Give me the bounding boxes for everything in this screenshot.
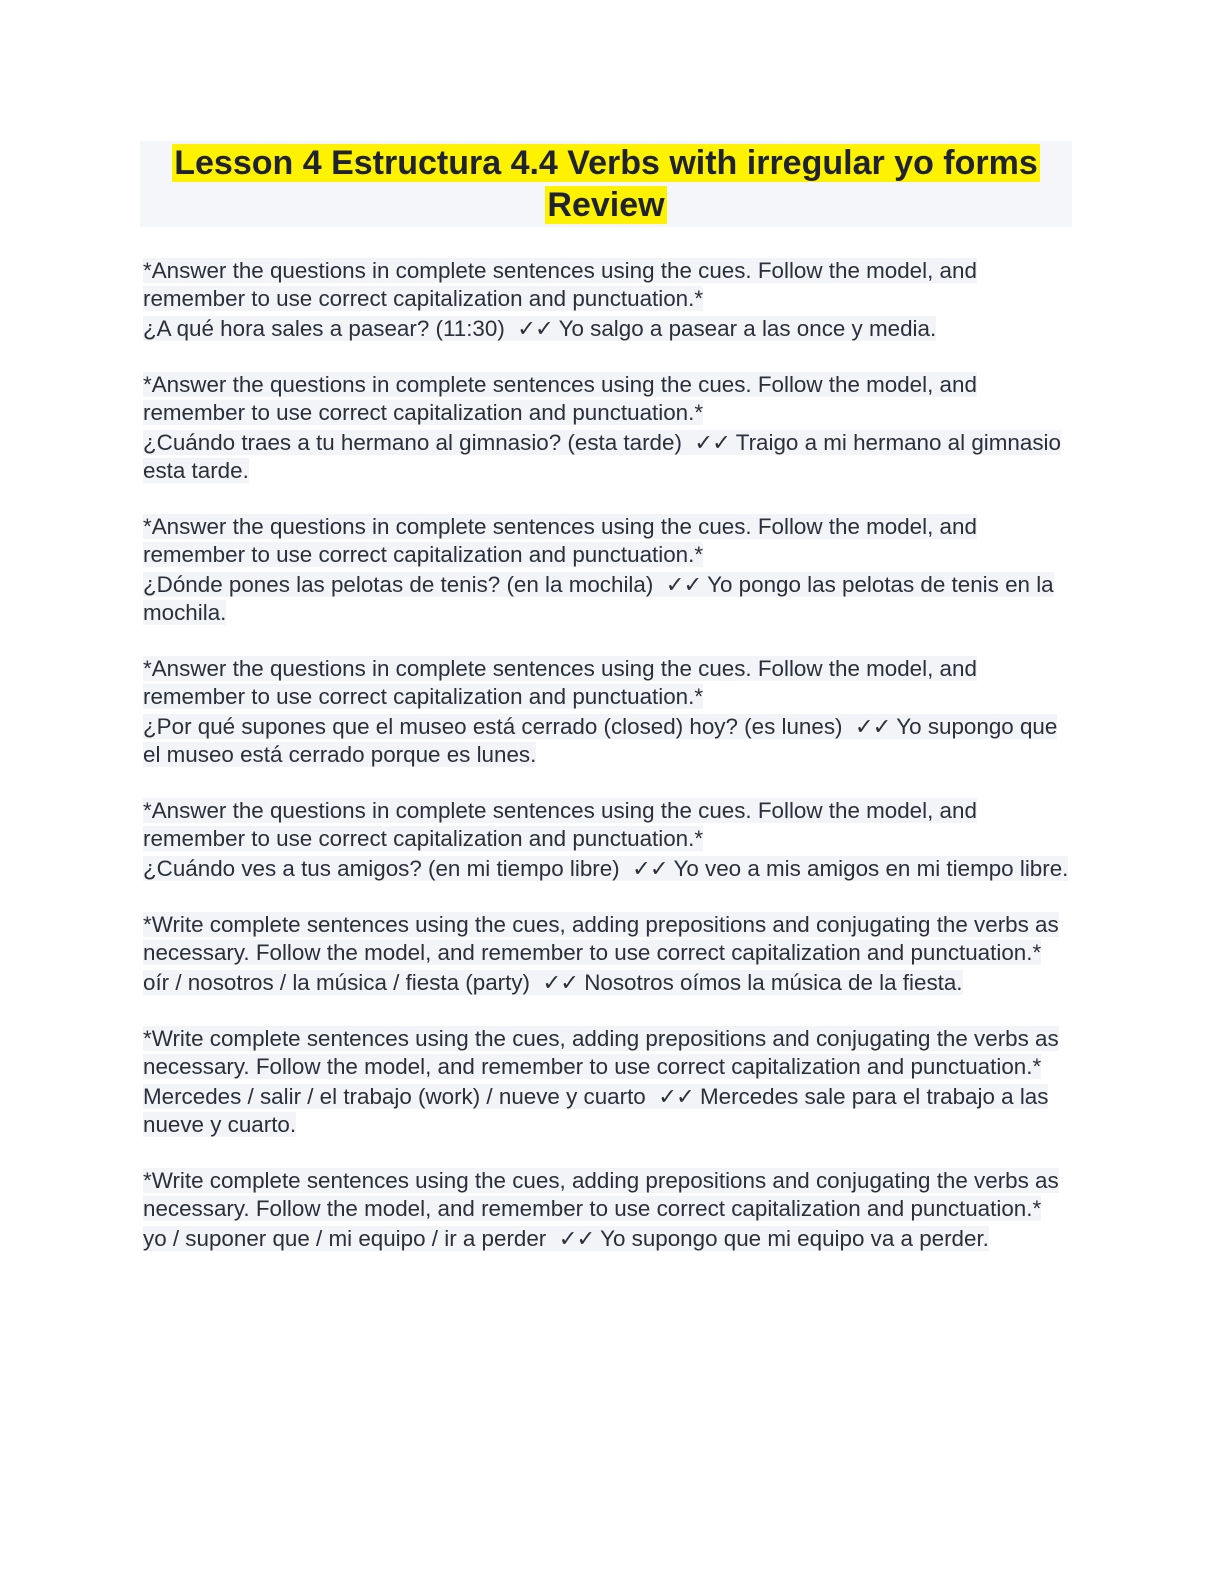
title-line-2: Review bbox=[547, 186, 665, 224]
double-check-icon: ✓✓ bbox=[517, 316, 553, 341]
document-page bbox=[140, 141, 1072, 1281]
answer-text: Yo veo a mis amigos en mi tiempo libre. bbox=[673, 856, 1069, 881]
prompt-text: ¿Por qué supones que el museo está cerrado (closed) hoy? (es lunes) bbox=[143, 714, 843, 739]
question-item bbox=[140, 371, 1072, 485]
prompt-answer-line bbox=[140, 855, 1072, 883]
page-title bbox=[140, 142, 1072, 226]
question-item bbox=[140, 911, 1072, 997]
double-check-icon: ✓✓ bbox=[632, 856, 668, 881]
title-block bbox=[140, 141, 1072, 227]
prompt-text: ¿A qué hora sales a pasear? (11:30) bbox=[143, 316, 505, 341]
prompt-answer-line bbox=[140, 1225, 1072, 1253]
prompt-text: ¿Dónde pones las pelotas de tenis? (en la mochila) bbox=[143, 572, 654, 597]
instruction-text: *Answer the questions in complete sentences using the cues. Follow the model, and remember to use correct capitalization and punctuation.* bbox=[143, 258, 977, 311]
instruction-text: *Write complete sentences using the cues, adding prepositions and conjugating the verbs as necessary. Follow the model, and remember to use correct capitalization and punctuation.* bbox=[143, 1168, 1059, 1221]
prompt-text: yo / suponer que / mi equipo / ir a perder bbox=[143, 1226, 547, 1251]
prompt-answer-line bbox=[140, 315, 1072, 343]
answer-text: Nosotros oímos la música de la fiesta. bbox=[584, 970, 963, 995]
prompt-text: Mercedes / salir / el trabajo (work) / nueve y cuarto bbox=[143, 1084, 646, 1109]
question-item bbox=[140, 1167, 1072, 1253]
question-item bbox=[140, 513, 1072, 627]
prompt-answer-line bbox=[140, 969, 1072, 997]
instruction-text: *Answer the questions in complete sentences using the cues. Follow the model, and remember to use correct capitalization and punctuation.* bbox=[143, 656, 977, 709]
double-check-icon: ✓✓ bbox=[665, 572, 702, 597]
instruction-text: *Answer the questions in complete sentences using the cues. Follow the model, and remember to use correct capitalization and punctuation.* bbox=[143, 372, 977, 425]
question-item bbox=[140, 797, 1072, 883]
answer-text: Mercedes sale para el trabajo a las nueve y cuarto. bbox=[143, 1084, 1049, 1137]
instruction-text: *Answer the questions in complete sentences using the cues. Follow the model, and remember to use correct capitalization and punctuation.* bbox=[143, 514, 977, 567]
question-item bbox=[140, 655, 1072, 769]
answer-text: Traigo a mi hermano al gimnasio esta tarde. bbox=[143, 430, 1061, 483]
prompt-text: oír / nosotros / la música / fiesta (party) bbox=[143, 970, 530, 995]
question-item bbox=[140, 1025, 1072, 1139]
answer-text: Yo supongo que el museo está cerrado porque es lunes. bbox=[143, 714, 1058, 767]
double-check-icon: ✓✓ bbox=[542, 970, 578, 995]
answer-text: Yo pongo las pelotas de tenis en la mochila. bbox=[143, 572, 1054, 625]
answer-text: Yo salgo a pasear a las once y media. bbox=[558, 316, 937, 341]
prompt-answer-line bbox=[140, 429, 1072, 485]
prompt-text: ¿Cuándo traes a tu hermano al gimnasio? (esta tarde) bbox=[143, 430, 682, 455]
double-check-icon: ✓✓ bbox=[854, 714, 891, 739]
double-check-icon: ✓✓ bbox=[558, 1226, 595, 1251]
prompt-answer-line bbox=[140, 1083, 1072, 1139]
prompt-text: ¿Cuándo ves a tus amigos? (en mi tiempo libre) bbox=[143, 856, 620, 881]
instruction-text: *Answer the questions in complete sentences using the cues. Follow the model, and remember to use correct capitalization and punctuation.* bbox=[143, 798, 977, 851]
prompt-answer-line bbox=[140, 713, 1072, 769]
double-check-icon: ✓✓ bbox=[694, 430, 730, 455]
double-check-icon: ✓✓ bbox=[658, 1084, 694, 1109]
title-line-1: Lesson 4 Estructura 4.4 Verbs with irregular yo forms bbox=[174, 144, 1038, 182]
question-list bbox=[140, 257, 1072, 1253]
question-item bbox=[140, 257, 1072, 343]
instruction-text: *Write complete sentences using the cues, adding prepositions and conjugating the verbs as necessary. Follow the model, and remember to use correct capitalization and punctuation.* bbox=[143, 1026, 1059, 1079]
answer-text: Yo supongo que mi equipo va a perder. bbox=[600, 1226, 989, 1251]
prompt-answer-line bbox=[140, 571, 1072, 627]
instruction-text: *Write complete sentences using the cues, adding prepositions and conjugating the verbs as necessary. Follow the model, and remember to use correct capitalization and punctuation.* bbox=[143, 912, 1059, 965]
